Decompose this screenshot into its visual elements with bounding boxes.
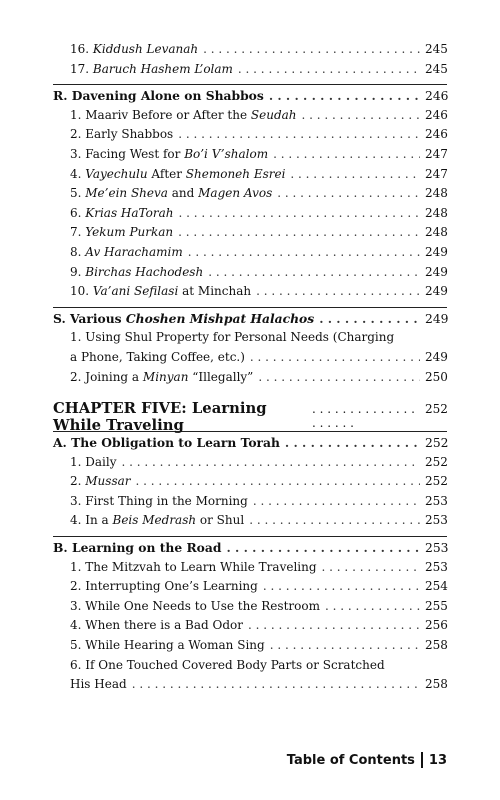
toc-page-number: 248: [425, 225, 448, 240]
toc-chapter-heading: [53, 400, 448, 435]
toc-entry-title: 4. In a Beis Medrash or Shul: [70, 513, 245, 528]
toc-page-number: 249: [425, 284, 448, 299]
toc-section-heading: [53, 431, 447, 453]
page-number: 13: [428, 752, 447, 768]
dot-leader: [302, 106, 420, 126]
toc-entry-title: 3. First Thing in the Morning: [70, 493, 248, 508]
toc-entry-title: 2. Mussar: [70, 474, 131, 489]
toc-page-number: 245: [425, 61, 448, 76]
toc-page-number: 253: [425, 541, 449, 556]
toc-entry: [53, 492, 447, 512]
toc-entry-title: 8. Av Harachamim: [70, 244, 183, 259]
toc-entry-continued: [53, 656, 447, 676]
toc-entry: [53, 165, 447, 185]
toc-entry: [53, 184, 447, 204]
dot-leader: [238, 60, 420, 80]
toc-entry-title: B. Learning on the Road: [53, 540, 222, 556]
toc-entry: [53, 223, 447, 243]
toc-page-number: 258: [425, 677, 448, 692]
toc-entry: [53, 60, 447, 80]
toc-entry-title: a Phone, Taking Coffee, etc.): [70, 349, 245, 364]
toc-page-number: 252: [425, 454, 448, 469]
toc-entry-title: A. The Obligation to Learn Torah: [53, 435, 280, 451]
toc-page-number: 253: [425, 513, 448, 528]
dot-leader: [322, 558, 420, 578]
toc-entry: [53, 368, 447, 388]
toc-page-number: 246: [425, 127, 448, 142]
toc-entry: [53, 675, 447, 695]
toc-entry-title: 5. Me’ein Sheva and Magen Avos: [70, 186, 273, 201]
toc-entry-title: 4. Vayechulu After Shemoneh Esrei: [70, 166, 286, 181]
toc-entry-title: 1. Using Shul Property for Personal Needs (Charging: [70, 330, 395, 345]
toc-entry-title: 2. Interrupting One’s Learning: [70, 579, 258, 594]
toc-entry: [53, 263, 447, 283]
dot-leader: [132, 675, 420, 695]
toc-page-number: 247: [425, 166, 448, 181]
toc-entry-title: 9. Birchas Hachodesh: [70, 264, 204, 279]
toc-section-heading: [53, 84, 447, 106]
toc-entry-title: 1. Maariv Before or After the Seudah: [70, 107, 297, 122]
toc-section-heading: [53, 536, 447, 558]
dot-leader: [136, 472, 421, 492]
toc-page-number: 253: [425, 559, 448, 574]
toc-page-number: 253: [425, 493, 448, 508]
dot-leader: [208, 263, 420, 283]
dot-leader: [256, 282, 420, 302]
dot-leader: [249, 511, 420, 531]
toc-entry-title: 3. While One Needs to Use the Restroom: [70, 598, 320, 613]
dot-leader: [248, 616, 420, 636]
toc-entry: [53, 282, 447, 302]
toc-entry-title: 6. If One Touched Covered Body Parts or Scratched: [70, 657, 385, 672]
page-footer: [287, 752, 447, 768]
dot-leader: [319, 309, 420, 329]
footer-divider: [421, 752, 423, 768]
toc-entry-title: His Head: [70, 677, 127, 692]
toc-entry: [53, 204, 447, 224]
toc-page-number: 246: [425, 89, 449, 104]
toc-page-number: 252: [425, 436, 449, 451]
dot-leader: [258, 368, 420, 388]
toc-page-number: 252: [425, 474, 448, 489]
toc-entry-title: 17. Baruch Hashem L’olam: [70, 61, 233, 76]
toc-entry-title: S. Various Choshen Mishpat Halachos: [53, 310, 315, 326]
dot-leader: [122, 453, 421, 473]
toc-entry-title: 3. Facing West for Bo’i V’shalom: [70, 146, 269, 161]
dot-leader: [188, 243, 420, 263]
dot-leader: [290, 165, 420, 185]
dot-leader: [203, 40, 420, 60]
toc-page-number: 249: [425, 264, 448, 279]
toc-entry-title: CHAPTER FIVE: Learning While Traveling: [53, 400, 267, 435]
toc-page-number: 248: [425, 186, 448, 201]
toc-page-number: 247: [425, 146, 448, 161]
toc-entry: [53, 106, 447, 126]
toc-entry-title: 1. The Mitzvah to Learn While Traveling: [70, 559, 317, 574]
toc-page-number: 250: [425, 369, 448, 384]
toc-entry: [53, 348, 447, 368]
toc-entry-title: R. Davening Alone on Shabbos: [53, 88, 264, 104]
toc-entry-continued: [53, 328, 447, 348]
toc-entry-title: 10. Va’ani Sefilasi at Minchah: [70, 284, 252, 299]
toc-entry-title: 16. Kiddush Levanah: [70, 42, 199, 56]
toc-entry-title: 2. Joining a Minyan “Illegally”: [70, 369, 254, 384]
toc-page-number: 248: [425, 205, 448, 220]
toc-page-number: 245: [425, 42, 448, 56]
toc-page-number: 249: [425, 244, 448, 259]
toc-page-number: 254: [425, 579, 448, 594]
dot-leader: [269, 86, 420, 106]
toc-page-number: 249: [425, 311, 449, 326]
toc-entry: [53, 40, 447, 60]
toc-entry: [53, 125, 447, 145]
dot-leader: [312, 402, 420, 430]
toc-entry: [53, 597, 447, 617]
toc-entry: [53, 616, 447, 636]
dot-leader: [178, 204, 420, 224]
toc-entry-title: 1. Daily: [70, 454, 117, 469]
toc-page-number: 246: [425, 107, 448, 122]
toc-entry: [53, 243, 447, 263]
toc-entry-title: 2. Early Shabbos: [70, 127, 174, 142]
toc-page-number: 258: [425, 638, 448, 653]
dot-leader: [178, 125, 420, 145]
toc-entry: [53, 145, 447, 165]
dot-leader: [285, 433, 420, 453]
dot-leader: [325, 597, 420, 617]
toc-entry-title: 7. Yekum Purkan: [70, 225, 174, 240]
dot-leader: [270, 636, 420, 656]
dot-leader: [273, 145, 420, 165]
toc-entry: [53, 558, 447, 578]
toc-entry-title: 6. Krias HaTorah: [70, 205, 174, 220]
toc-entry: [53, 511, 447, 531]
toc-page-number: 252: [425, 402, 448, 417]
running-footer-title: Table of Contents: [286, 752, 415, 768]
toc-entry-title: 4. When there is a Bad Odor: [70, 618, 244, 633]
dot-leader: [263, 577, 420, 597]
toc-page-number: 249: [425, 349, 448, 364]
toc-entry: [53, 453, 447, 473]
dot-leader: [226, 538, 420, 558]
toc-page-number: 255: [425, 598, 448, 613]
dot-leader: [277, 184, 420, 204]
table-of-contents: [53, 40, 447, 695]
dot-leader: [250, 348, 420, 368]
toc-entry-title: 5. While Hearing a Woman Sing: [70, 638, 265, 653]
toc-page-number: 256: [425, 618, 448, 633]
dot-leader: [178, 223, 420, 243]
toc-entry: [53, 577, 447, 597]
toc-entry: [53, 636, 447, 656]
toc-section-heading: [53, 307, 447, 329]
dot-leader: [253, 492, 420, 512]
toc-entry: [53, 472, 447, 492]
